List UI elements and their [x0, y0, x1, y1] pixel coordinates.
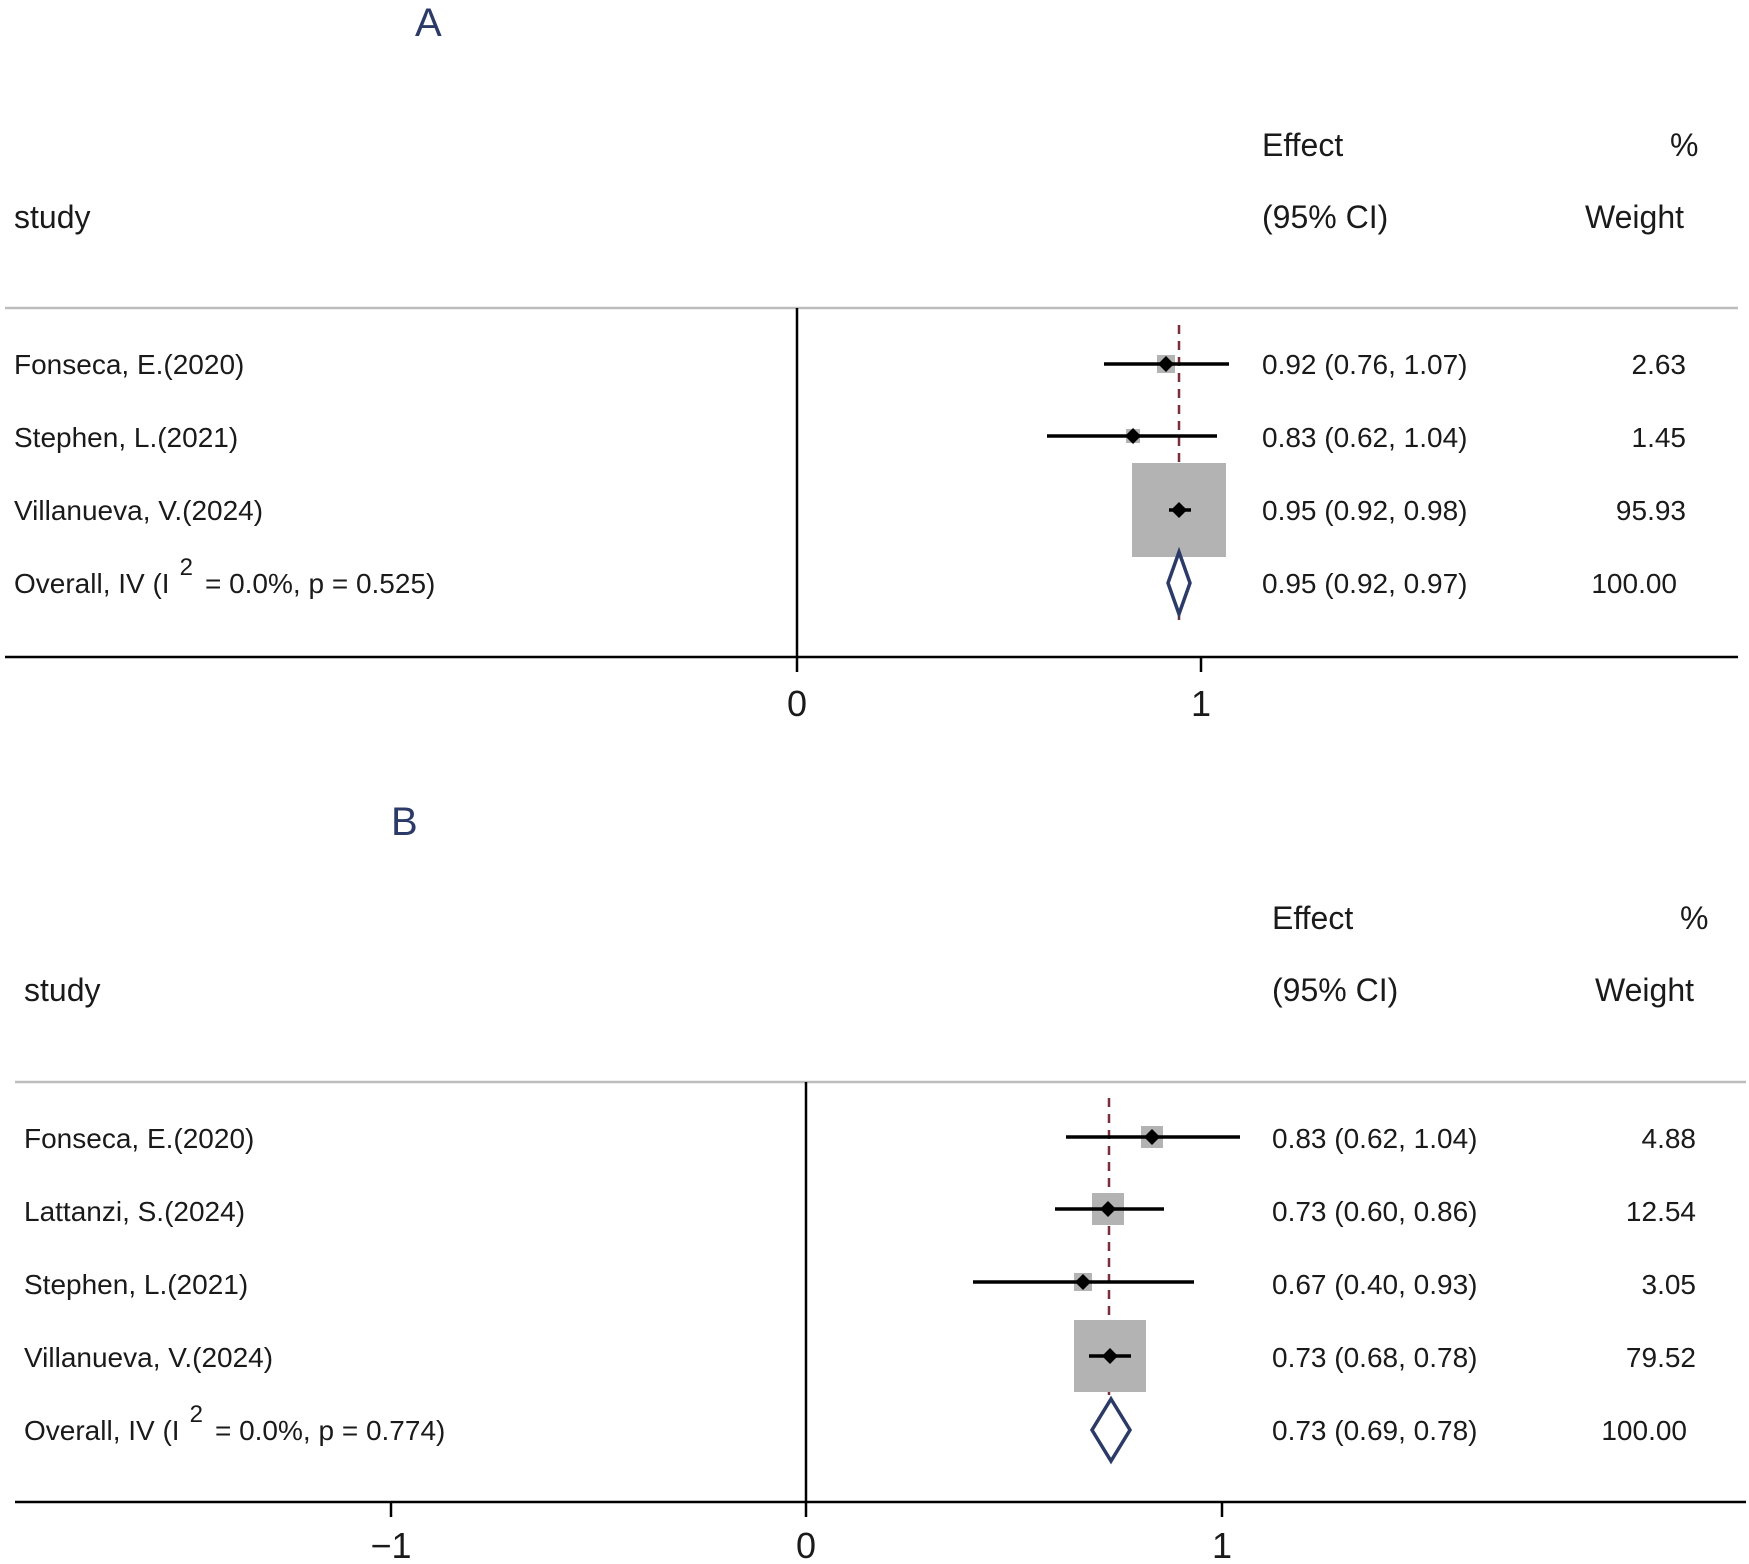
effect-ci-text: 0.83 (0.62, 1.04): [1272, 1123, 1478, 1154]
weight-text: 1.45: [1631, 422, 1686, 453]
overall-weight-text: 100.00: [1591, 568, 1677, 599]
effect-ci-text: 0.95 (0.92, 0.98): [1262, 495, 1468, 526]
overall-diamond: [1092, 1399, 1130, 1461]
study-row: [24, 1320, 1696, 1392]
overall-ci-text: 0.73 (0.69, 0.78): [1272, 1415, 1478, 1446]
x-tick-label: −1: [370, 1525, 412, 1564]
study-label: Stephen, L.(2021): [14, 422, 239, 453]
panel-b-study-header: study: [24, 972, 101, 1008]
study-row: [14, 349, 1686, 380]
study-label: Fonseca, E.(2020): [14, 349, 245, 380]
weight-text: 2.63: [1631, 349, 1686, 380]
study-row: [14, 422, 1686, 453]
panel-b-percent-header: %: [1680, 900, 1709, 936]
panel-b-effect-header: Effect: [1272, 900, 1354, 936]
study-row: [24, 1123, 1696, 1154]
overall-label: Overall, IV (I2= 0.0%, p = 0.525): [14, 554, 436, 599]
overall-ci-text: 0.95 (0.92, 0.97): [1262, 568, 1468, 599]
panel-a-effect-header: Effect: [1262, 127, 1344, 163]
effect-ci-text: 0.73 (0.60, 0.86): [1272, 1196, 1478, 1227]
panel-b-weight-header: Weight: [1595, 972, 1695, 1008]
panel-a: [5, 1, 1738, 724]
overall-diamond: [1168, 552, 1190, 614]
panel-a-ci-header: (95% CI): [1262, 199, 1389, 235]
x-tick-label: 1: [1190, 683, 1212, 724]
panel-a-label: A: [415, 1, 442, 45]
overall-weight-text: 100.00: [1601, 1415, 1687, 1446]
panel-b-label: B: [391, 800, 418, 844]
x-tick-label: 1: [1211, 1525, 1233, 1564]
study-row: [24, 1193, 1696, 1227]
panel-a-weight-header: Weight: [1585, 199, 1685, 235]
weight-text: 4.88: [1641, 1123, 1696, 1154]
study-label: Villanueva, V.(2024): [14, 495, 264, 526]
study-label: Lattanzi, S.(2024): [24, 1196, 246, 1227]
effect-ci-text: 0.92 (0.76, 1.07): [1262, 349, 1468, 380]
panel-a-percent-header: %: [1670, 127, 1699, 163]
effect-ci-text: 0.83 (0.62, 1.04): [1262, 422, 1468, 453]
weight-text: 3.05: [1641, 1269, 1696, 1300]
study-label: Fonseca, E.(2020): [24, 1123, 255, 1154]
study-row: [14, 463, 1686, 557]
study-label: Stephen, L.(2021): [24, 1269, 249, 1300]
panel-b: [15, 800, 1746, 1564]
panel-a-study-header: study: [14, 199, 91, 235]
overall-row: [14, 552, 1677, 614]
study-row: [24, 1269, 1696, 1300]
weight-text: 95.93: [1615, 495, 1686, 526]
study-label: Villanueva, V.(2024): [24, 1342, 274, 1373]
overall-label: Overall, IV (I2= 0.0%, p = 0.774): [24, 1401, 446, 1446]
x-tick-label: 0: [795, 1525, 817, 1564]
overall-row: [24, 1399, 1687, 1461]
x-tick-label: 0: [786, 683, 808, 724]
weight-text: 12.54: [1625, 1196, 1696, 1227]
panel-b-ci-header: (95% CI): [1272, 972, 1399, 1008]
weight-text: 79.52: [1625, 1342, 1696, 1373]
effect-ci-text: 0.67 (0.40, 0.93): [1272, 1269, 1478, 1300]
effect-ci-text: 0.73 (0.68, 0.78): [1272, 1342, 1478, 1373]
